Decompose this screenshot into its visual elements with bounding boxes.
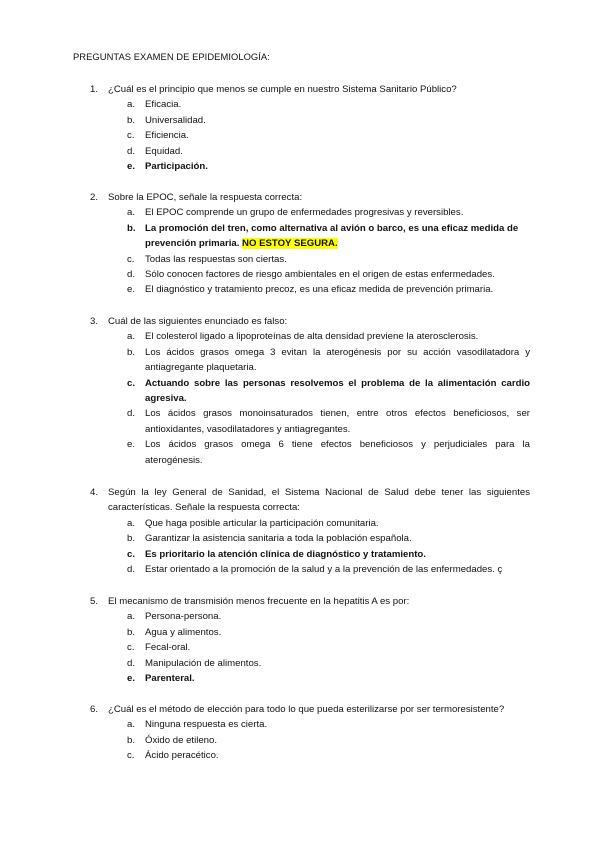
- option-letter: b.: [127, 734, 136, 746]
- option-list: [90, 329, 530, 468]
- question-3: [90, 314, 530, 468]
- option-list: [90, 717, 550, 763]
- option-text: Los ácidos grasos omega 6 tiene efectos beneficiosos y perjudiciales para la aterogénesis.: [145, 439, 530, 466]
- option-a: [90, 205, 530, 220]
- question-text: ¿Cuál es el método de elección para todo lo que pueda esterilizarse por ser termoresistente?: [108, 704, 505, 715]
- option-c-selected: [90, 376, 530, 407]
- option-text: Los ácidos grasos monoinsaturados tienen, entre otros efectos beneficiosos, ser antioxidantes, vasodilatadores y antiagregantes.: [145, 408, 530, 435]
- option-d: [90, 144, 530, 159]
- question-stem: [90, 485, 530, 516]
- option-text: Que haga posible articular la participación comunitaria.: [145, 517, 379, 529]
- option-letter: c.: [127, 377, 136, 389]
- option-letter: c.: [127, 642, 135, 654]
- option-e-selected: [90, 159, 530, 174]
- question-1: [90, 82, 530, 174]
- option-letter: b.: [127, 533, 136, 545]
- option-a: [90, 609, 530, 624]
- option-b: [90, 625, 530, 640]
- question-number: 5.: [90, 596, 99, 607]
- option-a: [90, 97, 530, 112]
- option-text: Ninguna respuesta es cierta.: [145, 719, 268, 731]
- option-letter: a.: [127, 719, 136, 731]
- option-a: [90, 516, 530, 531]
- option-letter: d.: [127, 564, 136, 576]
- option-list: [90, 516, 530, 578]
- option-c: [90, 128, 530, 143]
- question-text: Cuál de las siguientes enunciado es falso:: [108, 316, 288, 327]
- option-c: [90, 640, 530, 655]
- option-text: El EPOC comprende un grupo de enfermedades progresivas y reversibles.: [145, 207, 464, 219]
- option-c: [90, 748, 550, 763]
- question-text: ¿Cuál es el principio que menos se cumple en nuestro Sistema Sanitario Público?: [108, 84, 457, 95]
- question-5: [90, 594, 530, 686]
- option-text: Actuando sobre las personas resolvemos el problema de la alimentación cardio agresiva.: [145, 377, 530, 405]
- option-d: [90, 562, 530, 577]
- option-letter: a.: [127, 517, 136, 529]
- option-text: Óxido de etileno.: [145, 734, 217, 746]
- question-6: [90, 702, 550, 764]
- option-b-selected: [90, 221, 530, 252]
- document-title: PREGUNTAS EXAMEN DE EPIDEMIOLOGÍA:: [73, 51, 270, 62]
- option-e-selected: [90, 671, 530, 686]
- option-letter: b.: [127, 222, 136, 234]
- option-letter: b.: [127, 346, 136, 358]
- option-text: Agua y alimentos.: [145, 626, 222, 638]
- option-d: [90, 656, 530, 671]
- option-letter: a.: [127, 611, 136, 623]
- option-letter: e.: [127, 161, 136, 173]
- option-letter: b.: [127, 626, 136, 638]
- option-e: [90, 437, 530, 468]
- option-text: Los ácidos grasos omega 3 evitan la aterogénesis por su acción vasodilatadora y antiagregante plaquetaria.: [145, 346, 530, 374]
- option-letter: a.: [127, 207, 136, 219]
- option-text: Parenteral.: [145, 673, 195, 685]
- option-text: Fecal-oral.: [145, 642, 191, 654]
- option-letter: c.: [127, 130, 135, 142]
- option-text: Participación.: [145, 161, 208, 173]
- option-letter: d.: [127, 269, 136, 281]
- question-number: 2.: [90, 192, 99, 203]
- option-text: Todas las respuestas son ciertas.: [145, 253, 287, 265]
- option-letter: a.: [127, 331, 136, 343]
- option-letter: d.: [127, 408, 136, 420]
- option-text: Garantizar la asistencia sanitaria a toda la población española.: [145, 533, 412, 545]
- option-text: El diagnóstico y tratamiento precoz, es una eficaz medida de prevención primaria.: [145, 284, 494, 296]
- option-e: [90, 282, 530, 297]
- option-text: Eficiencia.: [145, 130, 189, 142]
- question-text: Sobre la EPOC, señale la respuesta correcta:: [108, 192, 303, 203]
- question-stem: [90, 702, 550, 717]
- option-d: [90, 406, 530, 437]
- question-number: 4.: [90, 487, 99, 498]
- option-list: [90, 97, 530, 174]
- option-text: La promoción del tren, como alternativa al avión o barco, es una eficaz medida de prevención primaria.: [145, 222, 519, 250]
- option-letter: d.: [127, 145, 136, 157]
- question-4: [90, 485, 530, 577]
- question-stem: [90, 314, 530, 329]
- option-a: [90, 329, 530, 344]
- question-text: Según la ley General de Sanidad, el Sistema Nacional de Salud debe tener las siguientes características. Señale la respuesta correcta:: [108, 487, 530, 514]
- option-text: Eficacia.: [145, 99, 182, 111]
- question-number: 3.: [90, 316, 99, 327]
- option-c-selected: [90, 547, 530, 562]
- option-b: [90, 733, 550, 748]
- option-letter: a.: [127, 99, 136, 111]
- option-text: Universalidad.: [145, 114, 206, 126]
- option-list: [90, 609, 530, 686]
- question-number: 6.: [90, 704, 99, 715]
- option-b: [90, 345, 530, 376]
- option-letter: e.: [127, 673, 136, 685]
- option-text: Es prioritario la atención clínica de diagnóstico y tratamiento.: [145, 548, 426, 560]
- option-text: Persona-persona.: [145, 611, 222, 623]
- option-letter: e.: [127, 439, 136, 451]
- option-list: [90, 205, 530, 297]
- option-b: [90, 113, 530, 128]
- option-text: Manipulación de alimentos.: [145, 657, 262, 669]
- option-b: [90, 531, 530, 546]
- option-letter: b.: [127, 114, 136, 126]
- option-letter: d.: [127, 657, 136, 669]
- option-letter: c.: [127, 750, 135, 762]
- option-text: Estar orientado a la promoción de la salud y a la prevención de las enfermedades. ç: [145, 564, 503, 576]
- question-stem: [90, 82, 530, 97]
- option-c: [90, 252, 530, 267]
- option-d: [90, 267, 530, 282]
- option-a: [90, 717, 550, 732]
- option-letter: c.: [127, 548, 136, 560]
- question-number: 1.: [90, 84, 99, 95]
- option-text: Ácido peracético.: [145, 750, 219, 762]
- question-2: [90, 190, 530, 298]
- highlight-note: NO ESTOY SEGURA.: [242, 238, 338, 250]
- question-text: El mecanismo de transmisión menos frecuente en la hepatitis A es por:: [108, 596, 410, 607]
- option-letter: c.: [127, 253, 135, 265]
- option-letter: e.: [127, 284, 136, 296]
- question-stem: [90, 190, 530, 205]
- option-text: Equidad.: [145, 145, 183, 157]
- option-text: Sólo conocen factores de riesgo ambientales en el origen de estas enfermedades.: [145, 269, 495, 281]
- question-stem: [90, 594, 530, 609]
- option-text: El colesterol ligado a lipoproteínas de alta densidad previene la aterosclerosis.: [145, 331, 479, 343]
